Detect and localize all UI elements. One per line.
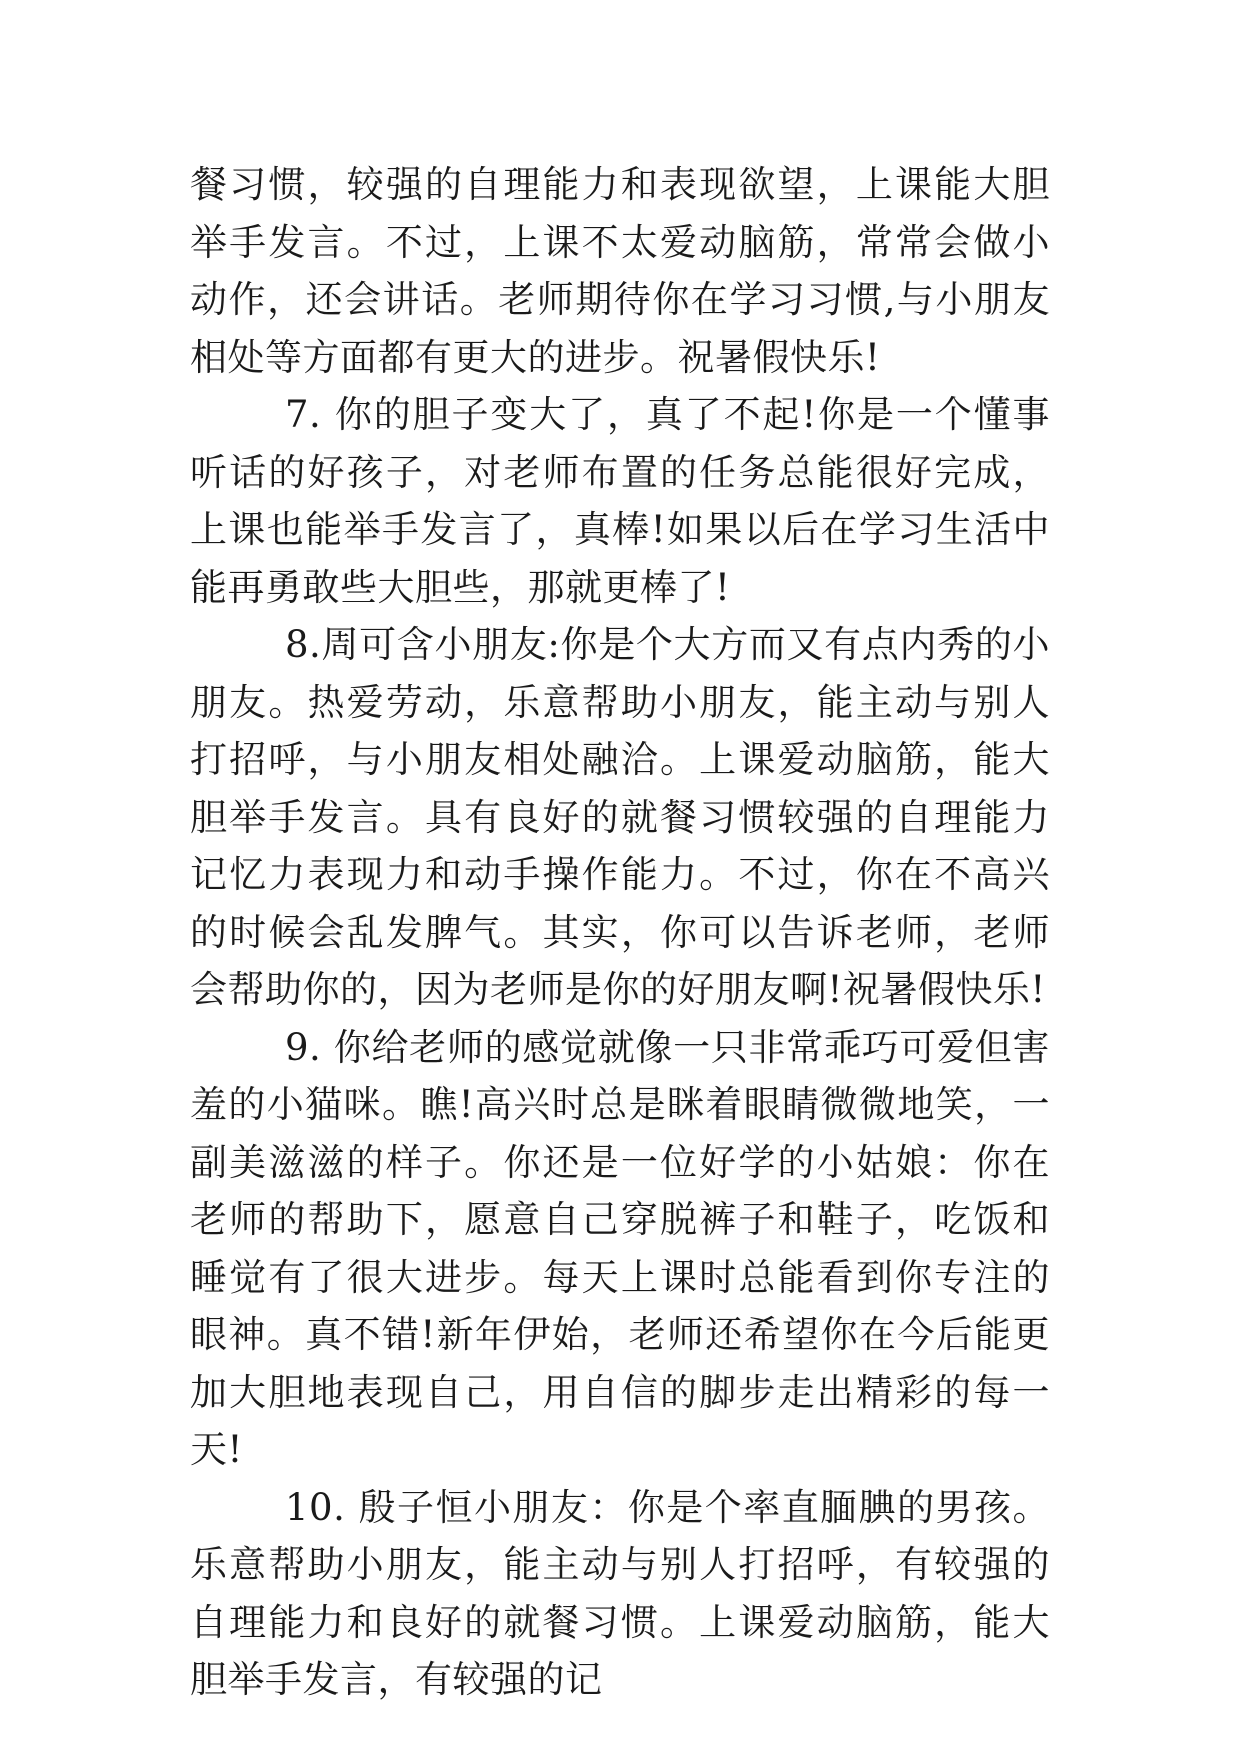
paragraph-continuation: 餐习惯，较强的自理能力和表现欲望，上课能大胆举手发言。不过，上课不太爱动脑筋，常常会做小动作，还会讲话。老师期待你在学习习惯,与小朋友相处等方面都有更大的进步。祝暑假快乐!	[190, 163, 1050, 379]
paragraph-item-8: 8.周可含小朋友:你是个大方而又有点内秀的小朋友。热爱劳动，乐意帮助小朋友，能主动与别人打招呼，与小朋友相处融洽。上课爱动脑筋，能大胆举手发言。具有良好的就餐习惯较强的自理能力记忆力表现力和动手操作能力。不过，你在不高兴的时候会乱发脾气。其实，你可以告诉老师，老师会帮助你的，因为老师是你的好朋友啊!祝暑假快乐!	[190, 623, 1050, 1011]
paragraph-item-10: 10. 殷子恒小朋友：你是个率直腼腆的男孩。乐意帮助小朋友，能主动与别人打招呼，有较强的自理能力和良好的就餐习惯。上课爱动脑筋，能大胆举手发言，有较强的记	[190, 1485, 1050, 1701]
document-body	[190, 156, 1050, 1709]
paragraph-item-7: 7. 你的胆子变大了，真了不起!你是一个懂事听话的好孩子，对老师布置的任务总能很好完成，上课也能举手发言了，真棒!如果以后在学习生活中能再勇敢些大胆些，那就更棒了!	[190, 393, 1050, 609]
paragraph-item-9: 9. 你给老师的感觉就像一只非常乖巧可爱但害羞的小猫咪。瞧!高兴时总是眯着眼睛微微地笑，一副美滋滋的样子。你还是一位好学的小姑娘：你在老师的帮助下，愿意自己穿脱裤子和鞋子，吃饭和睡觉有了很大进步。每天上课时总能看到你专注的眼神。真不错!新年伊始，老师还希望你在今后能更加大胆地表现自己，用自信的脚步走出精彩的每一天!	[190, 1025, 1050, 1471]
